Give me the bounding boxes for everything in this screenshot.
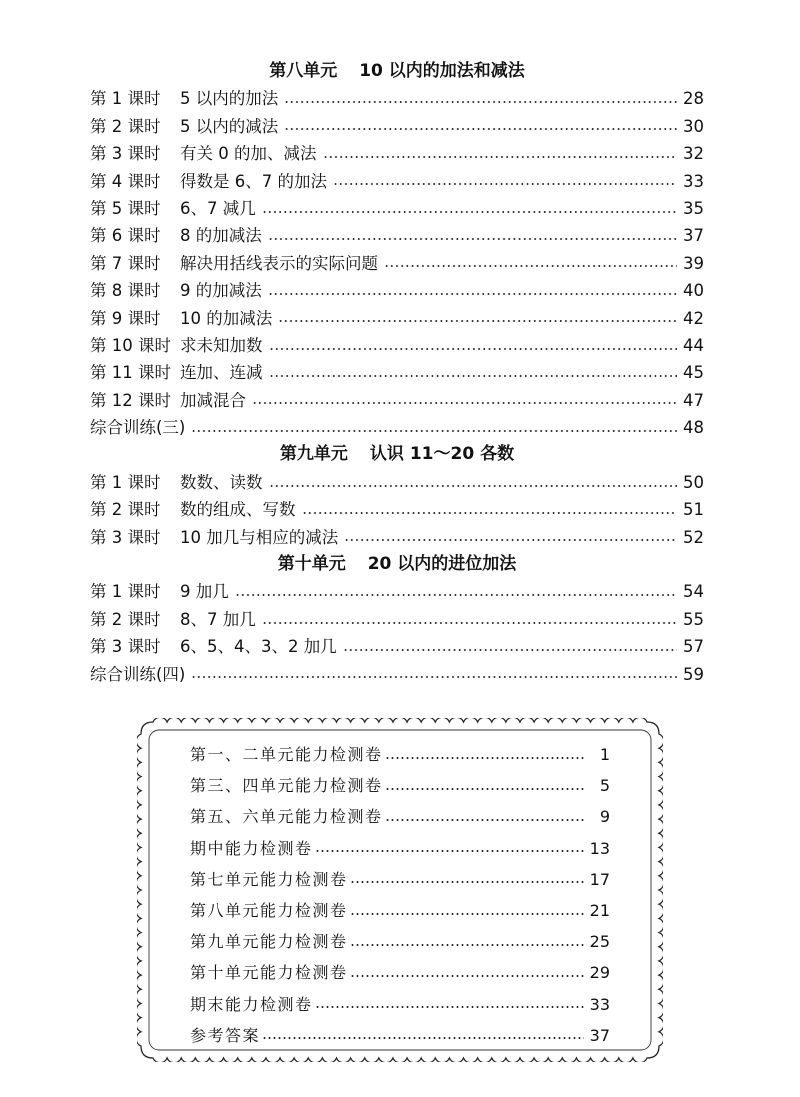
toc-row[interactable] [90,387,704,414]
unit-title: 10 以内的加法和减法 [359,61,525,81]
unit-heading-9 [90,441,704,468]
dot-leader [350,944,584,946]
page-number: 39 [683,253,704,273]
lesson-title: 6、7 减几 [180,198,256,218]
toc-row[interactable] [90,140,704,167]
lesson-number: 第 12 课时 [90,390,171,410]
dot-leader [252,402,677,404]
dot-leader [350,881,584,883]
toc-review-row[interactable] [90,661,704,688]
lesson-number: 第 1 课时 [90,472,161,492]
dot-leader [268,293,677,295]
test-row[interactable] [190,801,610,832]
lesson-title: 得数是 6、7 的加法 [180,171,327,191]
toc-row[interactable] [90,578,704,605]
test-title: 第一、二单元能力检测卷 [190,745,383,764]
toc-row[interactable] [90,195,704,222]
lesson-number: 第 3 课时 [90,637,161,657]
dot-leader [385,757,586,759]
toc-row[interactable] [90,222,704,249]
toc-row[interactable] [90,332,704,359]
table-of-contents [90,58,704,688]
test-title: 第三、四单元能力检测卷 [190,776,383,796]
dot-leader [269,375,678,377]
dot-leader [269,485,678,487]
dot-leader [384,265,677,267]
dot-leader [262,1037,584,1039]
lesson-number: 第 4 课时 [90,171,161,191]
lesson-number: 第 2 课时 [90,609,161,629]
test-row[interactable] [190,957,610,988]
dot-leader [385,819,586,821]
test-title: 第七单元能力检测卷 [190,869,348,889]
page-number: 54 [683,582,704,602]
page-number: 1 [599,745,610,764]
lesson-number: 第 8 课时 [90,281,161,301]
dot-leader [191,430,677,432]
page-number: 59 [683,664,704,684]
page-number: 5 [599,776,610,796]
lesson-title: 有关 0 的加、减法 [180,144,317,164]
lesson-title: 5 以内的减法 [180,116,279,136]
toc-row[interactable] [90,305,704,332]
lesson-number: 第 2 课时 [90,500,161,520]
lesson-number: 第 3 课时 [90,144,161,164]
lesson-number: 第 2 课时 [90,116,161,136]
test-row[interactable] [190,1020,610,1051]
page-number: 37 [589,1025,610,1045]
test-title: 期末能力检测卷 [190,994,313,1014]
unit-title: 认识 11～20 各数 [369,444,515,465]
dot-leader [191,676,677,678]
lesson-title: 5 以内的加法 [180,89,279,109]
unit-title: 20 以内的进位加法 [367,554,517,575]
page-number: 33 [683,171,704,191]
toc-row[interactable] [90,277,704,304]
toc-review-row[interactable] [90,414,704,441]
lesson-number: 第 11 课时 [90,363,171,383]
dot-leader [268,238,677,240]
unit-label: 第九单元 [279,444,348,465]
test-title: 第九单元能力检测卷 [190,932,348,952]
toc-row[interactable] [90,168,704,195]
dot-leader [350,975,584,977]
page-number: 42 [683,308,704,328]
dot-leader [333,183,677,185]
dot-leader [262,211,677,213]
dot-leader [284,101,677,103]
toc-row[interactable] [90,250,704,277]
dot-leader [262,622,677,624]
lesson-title: 6、5、4、3、2 加几 [180,637,337,657]
toc-row[interactable] [90,113,704,140]
lesson-title: 求未知加数 [180,335,263,355]
test-row[interactable] [190,926,610,957]
test-row[interactable] [190,770,610,801]
toc-row[interactable] [90,469,704,496]
page-number: 45 [683,363,704,383]
dot-leader [269,348,678,350]
page-number: 50 [683,472,704,492]
dot-leader [284,128,677,130]
page-number: 30 [683,116,704,136]
lesson-title: 解决用括线表示的实际问题 [180,253,378,273]
test-papers-list [190,739,610,1051]
review-title: 综合训练(四) [90,664,186,684]
test-row[interactable] [190,739,610,770]
page-number: 33 [589,994,610,1014]
lesson-number: 第 1 课时 [90,582,161,602]
toc-row[interactable] [90,524,704,551]
page-number: 21 [589,900,610,920]
page-number: 35 [683,198,704,218]
lesson-title: 数数、读数 [180,472,263,492]
test-title: 参考答案 [190,1025,261,1045]
test-row[interactable] [190,864,610,895]
unit-label: 第十单元 [277,554,346,575]
dot-leader [323,156,678,158]
toc-row[interactable] [90,606,704,633]
lesson-title: 数的组成、写数 [180,500,296,520]
dot-leader [235,594,677,596]
toc-row[interactable] [90,496,704,523]
unit-heading-10 [90,551,704,578]
dot-leader [385,788,586,790]
unit-heading-8 [90,58,704,85]
toc-row[interactable] [90,359,704,386]
lesson-title: 加减混合 [180,390,246,410]
lesson-number: 第 1 课时 [90,89,161,109]
dot-leader [344,539,677,541]
toc-row[interactable] [90,633,704,660]
lesson-title: 8、7 加几 [180,609,256,629]
lesson-title: 8 的加减法 [180,226,262,246]
page-number: 32 [683,144,704,164]
dot-leader [350,913,584,915]
review-title: 综合训练(三) [90,418,186,438]
page-number: 55 [683,609,704,629]
page-number: 44 [683,335,704,355]
test-title: 期中能力检测卷 [190,838,313,858]
lesson-title: 连加、连减 [180,363,263,383]
lesson-title: 9 的加减法 [180,281,262,301]
dot-leader [315,850,584,852]
page-number: 9 [599,807,610,827]
lesson-number: 第 5 课时 [90,198,161,218]
lesson-title: 10 加几与相应的减法 [180,527,339,547]
page-number: 29 [589,963,610,983]
page-number: 17 [589,869,610,889]
dot-leader [343,649,677,651]
lesson-number: 第 9 课时 [90,308,161,328]
page-number: 52 [683,527,704,547]
test-title: 第八单元能力检测卷 [190,900,348,920]
page-number: 47 [683,390,704,410]
unit-label: 第八单元 [269,61,338,81]
test-title: 第十单元能力检测卷 [190,963,348,983]
toc-row[interactable] [90,85,704,112]
page-number: 48 [683,418,704,438]
lesson-title: 10 的加减法 [180,308,273,328]
page-number: 40 [683,281,704,301]
lesson-title: 9 加几 [180,582,229,602]
test-row[interactable] [190,833,610,864]
test-row[interactable] [190,895,610,926]
page-number: 13 [589,838,610,858]
lesson-number: 第 10 课时 [90,335,171,355]
test-row[interactable] [190,989,610,1020]
lesson-number: 第 6 课时 [90,226,161,246]
page-number: 57 [683,637,704,657]
lesson-number: 第 7 课时 [90,253,161,273]
page-number: 51 [683,500,704,520]
test-papers-box [137,718,663,1062]
test-title: 第五、六单元能力检测卷 [190,807,383,827]
page-number: 37 [683,226,704,246]
dot-leader [278,320,677,322]
dot-leader [315,1006,584,1008]
page-number: 25 [589,932,610,952]
page-number: 28 [683,89,704,109]
dot-leader [302,512,678,514]
lesson-number: 第 3 课时 [90,527,161,547]
